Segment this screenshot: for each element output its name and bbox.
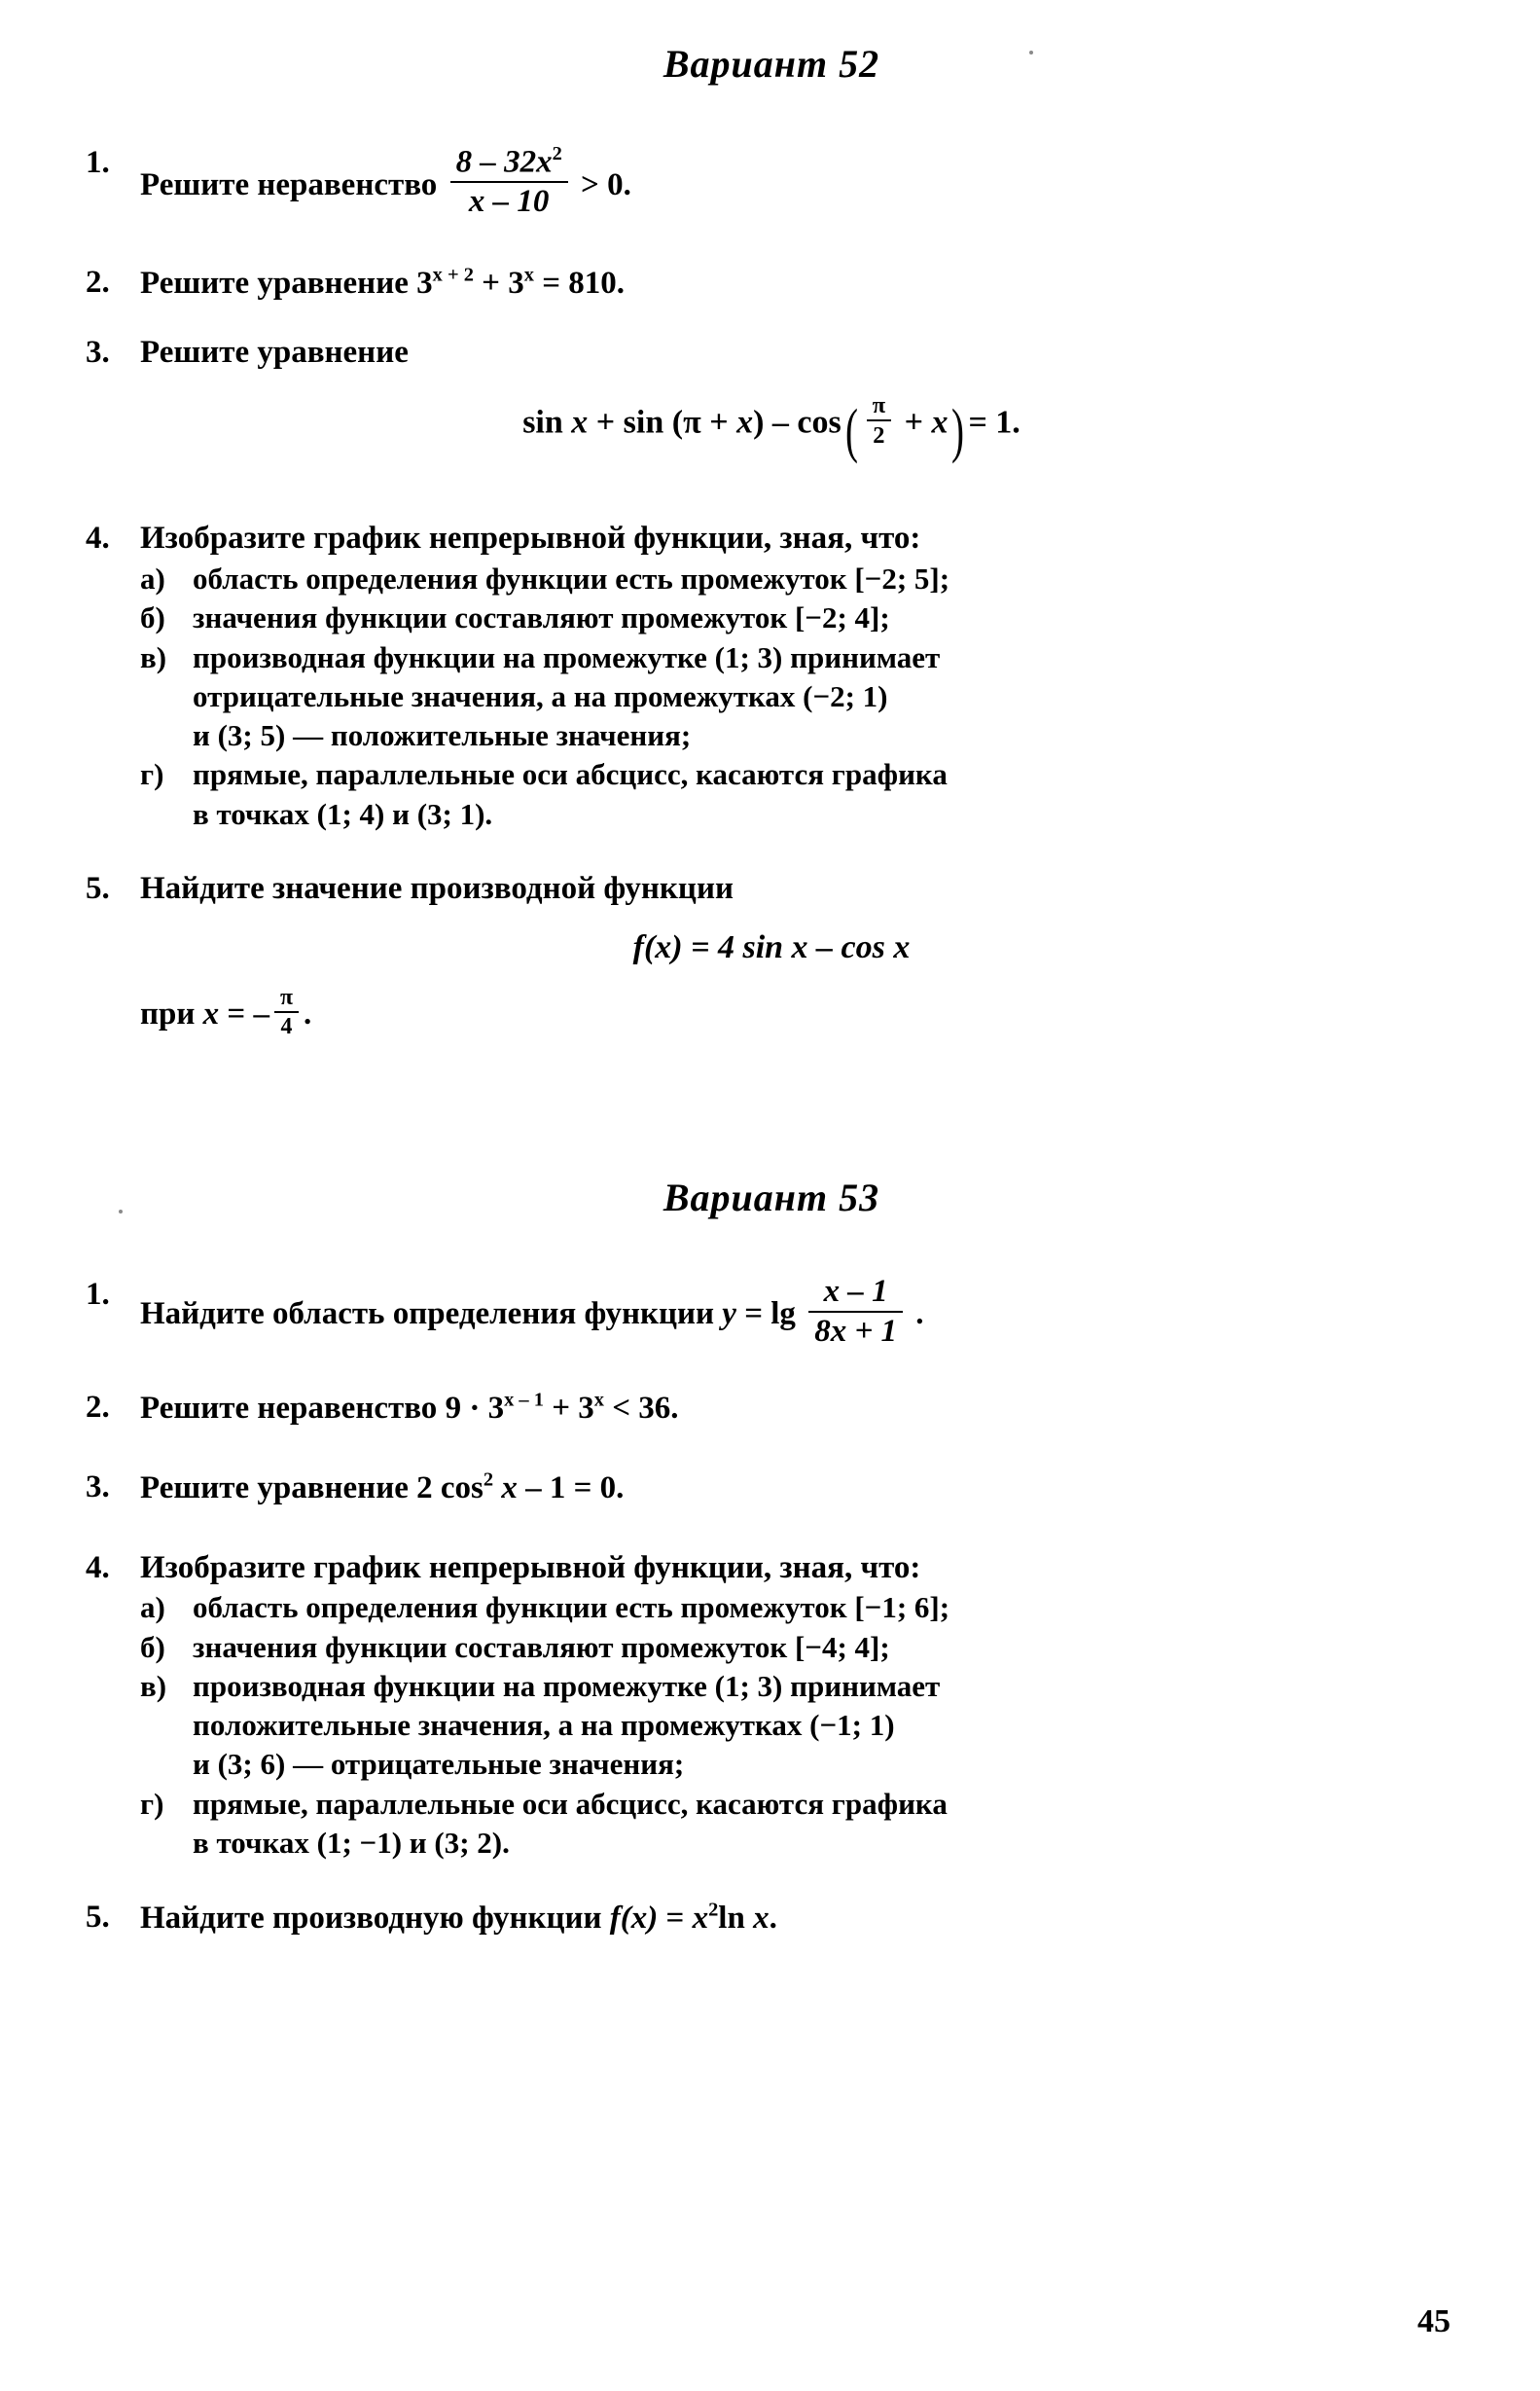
task-lead: Решите неравенство xyxy=(140,1390,438,1426)
variant-52-task-5-condition xyxy=(86,986,1457,1040)
exp-base-2: 3 xyxy=(508,265,524,301)
task-number: 5. xyxy=(86,871,110,906)
subitem-text-line-2: в точках (1; −1) и (3; 2). xyxy=(193,1826,510,1860)
variant-53-task-3 xyxy=(86,1467,1457,1508)
variant-52-task-3-formula xyxy=(86,391,1457,465)
condition-variable: x xyxy=(202,996,220,1032)
function-variable: y xyxy=(722,1296,736,1332)
task-number: 3. xyxy=(86,335,110,371)
cos-function: cos xyxy=(797,404,842,441)
equals-sign: = xyxy=(665,1900,685,1936)
subitem-v xyxy=(140,1667,1457,1785)
subitem-label: г) xyxy=(140,1786,164,1821)
exp-plus: + xyxy=(552,1390,571,1426)
variant-52-task-4-subitems xyxy=(86,560,1457,834)
fraction-denominator: x – 10 xyxy=(468,184,550,220)
exp-power-2: x xyxy=(593,1389,604,1411)
subitem-text-line-3: и (3; 6) — отрицательные значения; xyxy=(193,1747,685,1782)
exp-base-1: 3 xyxy=(416,265,433,301)
task-number: 4. xyxy=(86,1549,110,1585)
variant-52-title: Вариант 52 xyxy=(663,42,880,86)
variant-53-task-5 xyxy=(86,1898,1457,1938)
numerator-exponent: 2 xyxy=(552,143,562,164)
power-exponent: 2 xyxy=(708,1899,719,1921)
task-lead: Найдите значение производной функции xyxy=(140,871,734,906)
coefficient: 9 · xyxy=(445,1390,481,1426)
subitem-text-line-1: производная функции на промежутке (1; 3) принимает xyxy=(193,1668,941,1703)
log-function: lg xyxy=(770,1296,796,1332)
plus-sign-3: + xyxy=(904,404,923,441)
fraction-numerator: x – 1 xyxy=(808,1275,903,1313)
task-number: 1. xyxy=(86,1276,110,1312)
subitem-text-line-2: положительные значения, а на промежутках (−1; 1) xyxy=(193,1708,895,1743)
task-lead: Найдите производную функции xyxy=(140,1900,602,1936)
exp-base-2: 3 xyxy=(578,1390,594,1426)
exp-tail: = 810. xyxy=(542,265,626,301)
variant-53-task-4 xyxy=(86,1548,1457,1589)
variant-52-task-5-formula: f(x) = 4 sin x – cos x xyxy=(632,928,911,965)
fraction-denominator: 8x + 1 xyxy=(814,1313,897,1349)
sin-function-2: sin ( xyxy=(623,404,684,441)
formula-tail: . xyxy=(915,1296,924,1332)
subitem-text-line-1: прямые, параллельные оси абсцисс, касаются графика xyxy=(193,1786,948,1821)
exp-power-2: x xyxy=(523,263,534,285)
subitem-text: область определения функции есть промежуток [−2; 5]; xyxy=(193,561,950,596)
sin-argument-1: x xyxy=(571,404,589,441)
page-content xyxy=(86,41,1457,1939)
function-notation: f(x) xyxy=(609,1900,659,1936)
task-number: 4. xyxy=(86,521,110,557)
pi-over-four-fraction xyxy=(274,986,299,1040)
subitem-text: значения функции составляют промежуток [−2; 4]; xyxy=(193,600,890,635)
subitem-text: область определения функции есть промежуток [−1; 6]; xyxy=(193,1590,950,1625)
subitem-label: в) xyxy=(140,1668,167,1703)
task-number: 2. xyxy=(86,1390,110,1426)
exp-power-1: x + 2 xyxy=(432,263,474,285)
subitem-text-line-3: и (3; 5) — положительные значения; xyxy=(193,718,692,753)
equation-tail: = 1. xyxy=(968,404,1021,441)
condition-tail: . xyxy=(303,996,312,1032)
task-number: 1. xyxy=(86,145,110,180)
fraction-denominator: 4 xyxy=(280,1014,293,1040)
subitem-a xyxy=(140,1588,1457,1627)
inequality-tail: < 36. xyxy=(612,1390,679,1426)
subitem-label: г) xyxy=(140,757,164,792)
equals-sign: = xyxy=(744,1296,764,1332)
subitem-b xyxy=(140,598,1457,637)
fraction-numerator: π xyxy=(274,986,299,1014)
variant-52-task-4 xyxy=(86,519,1457,560)
minus-sign: – xyxy=(771,404,789,441)
cos-argument: x xyxy=(931,404,949,441)
exp-plus: + xyxy=(482,265,500,301)
close-paren-large: ) xyxy=(951,396,965,465)
task-number: 2. xyxy=(86,264,110,300)
subitem-label: в) xyxy=(140,639,167,674)
inequality-fraction xyxy=(450,143,568,220)
task-number: 5. xyxy=(86,1900,110,1936)
variant-53-task-4-subitems xyxy=(86,1588,1457,1863)
subitem-label: а) xyxy=(140,1590,165,1625)
subitem-b xyxy=(140,1628,1457,1667)
variant-53-task-1 xyxy=(86,1275,1457,1349)
exp-base-1: 3 xyxy=(487,1390,505,1426)
cos-exponent: 2 xyxy=(483,1468,494,1491)
subitem-v xyxy=(140,638,1457,756)
subitem-text-line-2: в точках (1; 4) и (3; 1). xyxy=(193,796,493,831)
task-lead: Решите уравнение xyxy=(140,1470,409,1506)
task-lead: Решите неравенство xyxy=(140,167,438,203)
plus-sign-1: + xyxy=(595,404,616,441)
formula-tail: . xyxy=(769,1900,777,1936)
open-paren-large: ( xyxy=(844,396,858,465)
variant-53-title: Вариант 53 xyxy=(663,1175,880,1219)
fraction-numerator: 8 – 32x xyxy=(455,144,553,180)
page-number: 45 xyxy=(1417,2303,1450,2339)
task-lead: Изобразите график непрерывной функции, зная, что: xyxy=(140,521,921,557)
pi-over-two-fraction xyxy=(867,393,891,450)
sin-function-1: sin xyxy=(522,404,563,441)
ln-argument: x xyxy=(753,1900,770,1936)
task-lead: Решите уравнение xyxy=(140,265,409,301)
cos-squared-prefix: 2 cos xyxy=(416,1470,483,1506)
subitem-label: а) xyxy=(140,561,165,596)
subitem-text-line-2: отрицательные значения, а на промежутках (−2; 1) xyxy=(193,678,888,713)
sin-argument-2: x xyxy=(736,404,754,441)
subitem-label: б) xyxy=(140,1629,165,1664)
subitem-a xyxy=(140,560,1457,598)
variant-52-task-3 xyxy=(86,333,1457,374)
exp-power-1: x – 1 xyxy=(504,1389,544,1411)
subitem-text: значения функции составляют промежуток [−4; 4]; xyxy=(193,1629,890,1664)
task-lead: Решите уравнение xyxy=(140,335,409,371)
subitem-g xyxy=(140,755,1457,834)
cos-argument: x xyxy=(501,1470,518,1506)
condition-equals: = – xyxy=(227,996,269,1032)
subitem-text-line-1: прямые, параллельные оси абсцисс, касаются графика xyxy=(193,757,948,792)
log-argument-fraction xyxy=(808,1275,903,1349)
subitem-label: б) xyxy=(140,600,165,635)
task-number: 3. xyxy=(86,1469,110,1505)
variant-52-task-5 xyxy=(86,869,1457,910)
condition-prefix: при xyxy=(140,996,196,1032)
equation-tail: – 1 = 0. xyxy=(525,1470,625,1506)
variant-52-task-2 xyxy=(86,263,1457,304)
inequality-tail: > 0. xyxy=(581,167,631,203)
subitem-g xyxy=(140,1785,1457,1864)
task-lead: Найдите область определения функции xyxy=(140,1296,715,1332)
variant-52-task-1 xyxy=(86,143,1457,220)
plus-sign-2: + xyxy=(709,404,729,441)
fraction-numerator: π xyxy=(867,393,891,421)
close-paren-1: ) xyxy=(753,404,765,441)
ln-function: ln xyxy=(718,1900,745,1936)
subitem-text-line-1: производная функции на промежутке (1; 3) принимает xyxy=(193,639,941,674)
pi-symbol-1: π xyxy=(683,404,701,441)
power-base: x xyxy=(692,1900,709,1936)
task-lead: Изобразите график непрерывной функции, зная, что: xyxy=(140,1549,921,1585)
variant-53-task-2 xyxy=(86,1388,1457,1429)
fraction-denominator: 2 xyxy=(873,422,885,450)
